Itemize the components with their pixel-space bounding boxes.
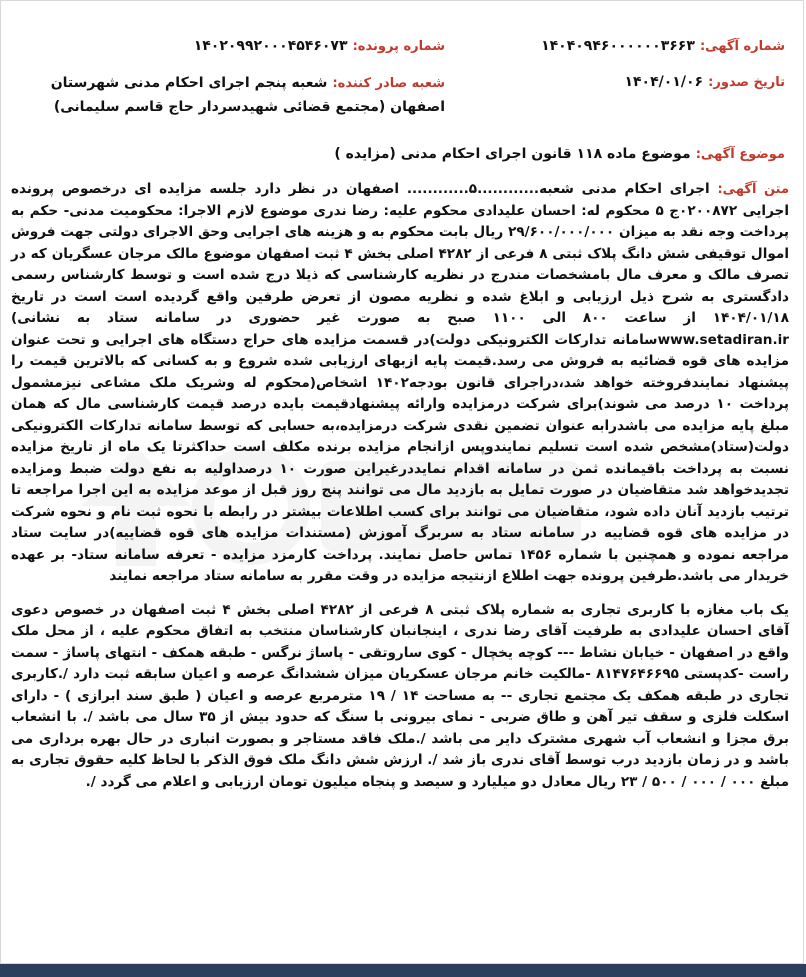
subject-value: موضوع ماده ۱۱۸ قانون اجرای احکام مدنی (مزایده ) <box>334 146 691 162</box>
case-number-label: شماره پرونده: <box>352 39 445 54</box>
subject-label: موضوع آگهی: <box>695 147 785 162</box>
footer-bar <box>0 964 806 977</box>
issuer-value: شعبه پنجم اجرای احکام مدنی شهرستان اصفهان (مجتمع قضائی شهیدسردار حاج قاسم سلیمانی) <box>50 75 445 115</box>
subject-row <box>334 143 785 162</box>
case-number-row <box>194 35 445 54</box>
case-number-value: ۱۴۰۲۰۹۹۲۰۰۰۴۵۴۶۰۷۳ <box>193 38 348 54</box>
ad-number-row <box>541 35 785 54</box>
ad-number-label: شماره آگهی: <box>699 39 785 54</box>
issue-date-value: ۱۴۰۴/۰۱/۰۶ <box>624 74 704 90</box>
ad-number-value: ۱۴۰۴۰۹۴۶۰۰۰۰۰۰۳۶۶۳ <box>541 38 695 54</box>
notice-paragraph-auction <box>11 179 789 588</box>
issue-date-row <box>624 71 785 90</box>
paragraph-1-text: اجرای احکام مدنی شعبه............۵............ اصفهان در نظر دارد جلسه مزایده ای درخصوص پرونده اجرایی ۰۲۰۰۸۷۲ج ۵ محکوم له: احسان علیدادی محکوم علیه: رضا ندری موضوع لازم الاجرا: محکومیت مدنی- حکم به پرداخت وجه نقد به میزان ۲۹/۶۰۰/۰۰۰/۰۰۰ ریال بابت محکوم به و هزینه های اجرایی وحق الاجرای دولتی جهت فروش اموال توقیفی شش دانگ پلاک ثبتی ۸ فرعی از ۴۲۸۲ اصلی بخش ۴ ثبت اصفهان موضوع مالک مرجان عسگریان که در تصرف مالک و معرف مال بامشخصات مندرج در نظریه کارشناسی که ذیلا درج شده است و توسط کارشناس رسمی دادگستری به شرح ذیل ارزیابی و ابلاغ شده و نظریه مصون از تعرض طرفین واقع گردیده است است در تاریخ ۱۴۰۴/۰۱/۱۸ از ساعت ۸۰۰ الی ۱۱۰۰ صبح به صورت غیر حضوری در سامانه ستاد به نشانی) www.setadiran.irسامانه تدارکات الکترونیکی دولت)در قسمت مزایده های حراج دستگاه های اجرایی و تحت عنوان مزایده های قوه قضائیه به فروش می رسد.قیمت پایه ازبهای ارزیابی شده شروع و به کسانی که بالاترین قیمت را پیشنهاد نمایندفروخته خواهد شد،دراجرای قانون بودجه۱۴۰۲ اشخاص(محکوم له وشریک ملک مشاعی نیزمشمول پرداخت ۱۰ درصد می شوند)برای شرکت درمزایده وارائه پیشنهادقیمت بایده درصد قیمت کارشناسی مال که همان مبلغ پایه مزایده می باشدرابه عنوان تضمین نقدی شرکت درمزایده،به حسابی که توسط سامانه تدارکات الکترونیکی دولت(ستاد)مشخص شده است تسلیم نمایندوپس ازانجام مزایده برنده مکلف است حداکثرتا یک ماه از تاریخ مزایده نسبت به پرداخت باقیمانده ثمن در سامانه اقدام نمایددرغیراین صورت ۱۰ درصداولیه به نفع دولت ضبط ومزایده تجدیدخواهد شد متقاضیان در صورت تمایل به بازدید مال می توانند پنج روز قبل از موعد مزایده به این اجرا مراجعه تا ترتیب بازدید آنان داده شود، متقاضیان می توانند برای کسب اطلاعات بیشتر در رابطه با نحوه ثبت نام و نحوه شرکت در مزایده های قوه قضاییه در سامانه ستاد به سربرگ آموزش (مستندات مزایده های قوه قضاییه)در سایت ستاد مراجعه نموده و همچنین با شماره ۱۴۵۶ تماس حاصل نمایند. پرداخت کارمزد مزایده - تعرفه سامانه ستاد- بر عهده خریدار می باشد.طرفین پرونده جهت اطلاع ازنتیجه مزایده در وقت مقرر به سامانه ستاد مراجعه نمایند <box>11 181 790 584</box>
notice-body <box>11 179 789 793</box>
text-label: متن آگهی: <box>717 182 790 197</box>
issue-date-label: تاریخ صدور: <box>708 75 785 90</box>
issuer-row <box>25 71 445 118</box>
notice-paragraph-appraisal: یک باب مغازه با کاربری تجاری به شماره پلاک ثبتی ۸ فرعی از ۴۲۸۲ اصلی بخش ۴ ثبت اصفهان در خصوص دعوی آقای احسان علیدادی به طرفیت آقای رضا ندری ، اینجانبان کارشناسان منتخب به اتفاق محکوم علیه ، از محل ملک واقع در اصفهان - خیابان نشاط --- کوچه یخچال - کوی ساروتقی - پاساژ نرگس - طبقه همکف - انتهای پاساژ - سمت راست -کدپستی ۸۱۴۷۶۴۶۶۹۵ -مالکیت خانم مرجان عسکریان میزان ششدانگ عرصه و اعیان سابقه ثبت دارد /.کاربری تجاری در طبقه همکف یک مجتمع تجاری -- به مساحت ۱۴ / ۱۹ مترمربع عرصه و اعیان ( طبق سند ابرازی ) - دارای اسکلت فلزی و سقف تیر آهن و طاق ضربی - نمای بیرونی با سنگ که حدود بیش از ۳۵ سال می باشد /. با انشعاب برق مجزا و انشعاب آب شهری مشترک دایر می باشد /.ملک فاقد مستاجر و بصورت انباری در حال بهره برداری می باشد و در زمان بازدید درب توسط آقای ندری باز شد /. ارزش شش دانگ ملک فوق الذکر با لحاظ کلیه حقوق تجاری به مبلغ ۰۰۰ / ۰۰۰ / ۵۰۰ / ۲۳ ریال معادل دو میلیارد و سیصد و پنجاه میلیون تومان ارزیابی و اعلام می گردد /. <box>11 601 789 790</box>
issuer-label: شعبه صادر کننده: <box>332 76 445 91</box>
